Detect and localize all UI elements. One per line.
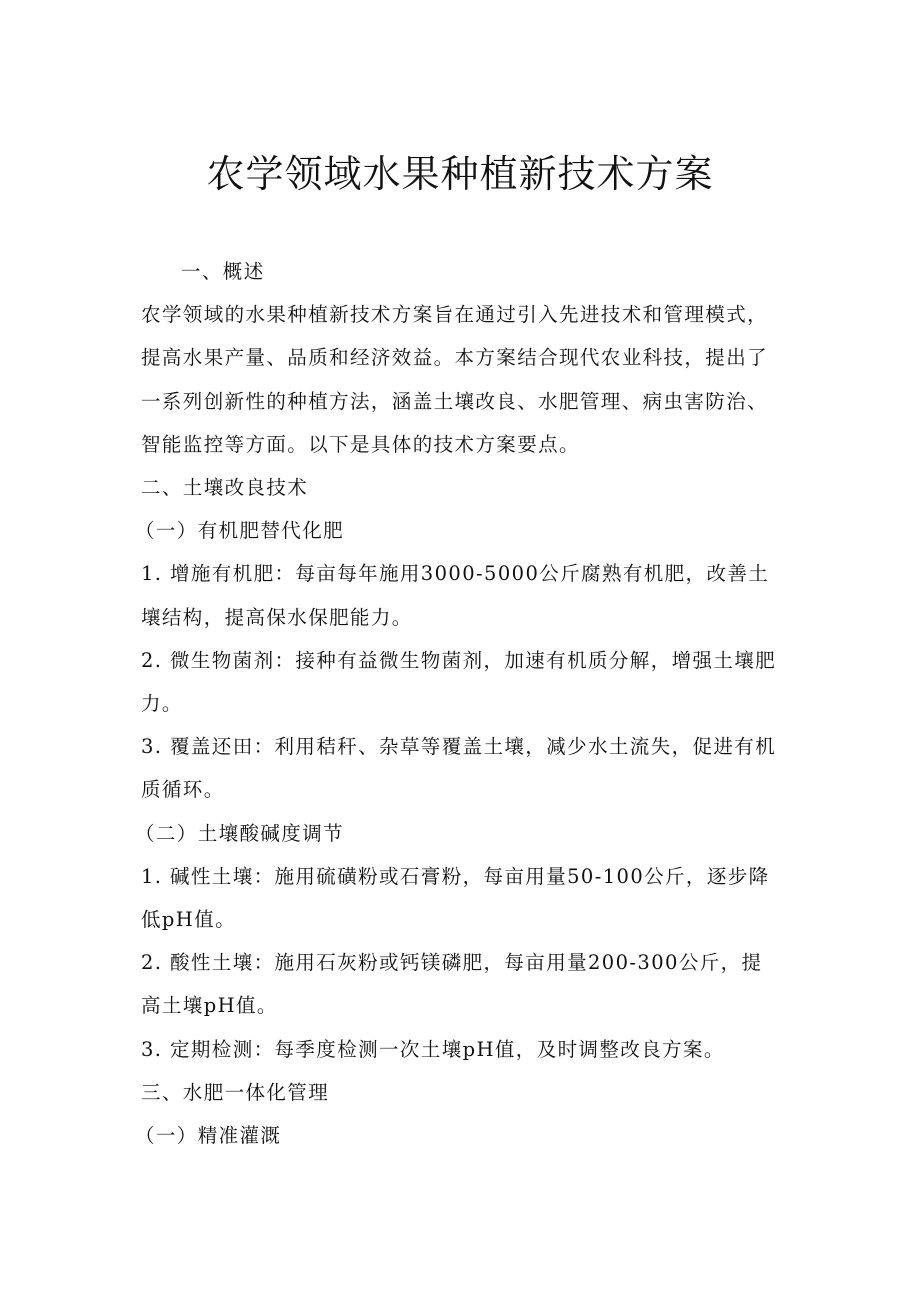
list-item: 1. 碱性土壤：施用硫磺粉或石膏粉，每亩用量50-100公斤，逐步降低pH值。 <box>141 864 770 932</box>
subsection-heading-irrigation: （一）精准灌溉 <box>135 1124 282 1148</box>
list-item: 2. 酸性土壤：施用石灰粉或钙镁磷肥，每亩用量200-300公斤，提高土壤pH值。 <box>141 951 763 1018</box>
list-item: 3. 定期检测：每季度检测一次土壤pH值，及时调整改良方案。 <box>141 1037 725 1061</box>
document-title: 农学领域水果种植新技术方案 <box>206 152 714 196</box>
list-item: 2. 微生物菌剂：接种有益微生物菌剂，加速有机质分解，增强土壤肥力。 <box>141 648 777 716</box>
list-item: 3. 覆盖还田：利用秸秆、杂草等覆盖土壤，减少水土流失，促进有机质循环。 <box>141 735 777 802</box>
section-heading-soil: 二、土壤改良技术 <box>141 476 309 500</box>
list-item: 1. 增施有机肥：每亩每年施用3000-5000公斤腐熟有机肥，改善土壤结构，提高保水保肥能力。 <box>141 562 770 629</box>
section-heading-overview: 一、概述 <box>181 260 265 283</box>
paragraph-overview: 农学领域的水果种植新技术方案旨在通过引入先进技术和管理模式，提高水果产量、品质和经济效益。本方案结合现代农业科技，提出了一系列创新性的种植方法，涵盖土壤改良、水肥管理、病虫害防治、智能监控等方面。以下是具体的技术方案要点。 <box>141 303 769 456</box>
document-body <box>135 250 781 1157</box>
subsection-heading-organic: （一）有机肥替代化肥 <box>135 519 345 543</box>
section-heading-water-fertilizer: 三、水肥一体化管理 <box>141 1080 330 1104</box>
subsection-heading-ph: （二）土壤酸碱度调节 <box>135 821 345 845</box>
